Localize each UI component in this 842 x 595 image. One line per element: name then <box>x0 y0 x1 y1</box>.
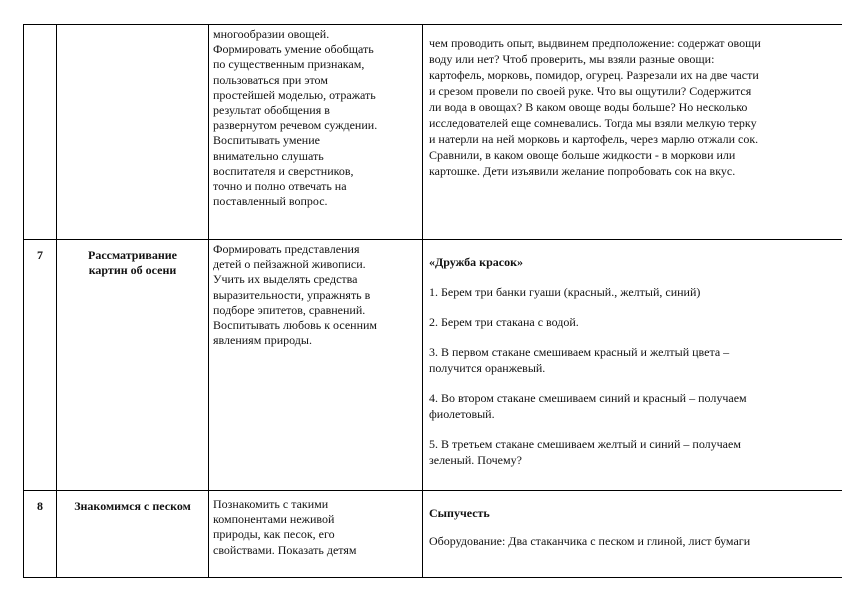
experiment-step <box>429 436 839 468</box>
goal-line: природы, как песок, его <box>213 527 335 542</box>
goal-line: Учить их выделять средства <box>213 272 358 287</box>
table-row <box>24 25 842 240</box>
topic-cell <box>57 25 209 240</box>
step-line: зеленый. Почему? <box>429 453 522 467</box>
experiment-line: ли вода в овощах? В каком овоще воды больше? Но несколько <box>429 100 748 114</box>
goal-line: Воспитывать любовь к осенним <box>213 318 378 333</box>
experiment-line: Сравнили, в каком овоще больше жидкости - в моркови или <box>429 148 736 162</box>
row-number-cell <box>24 25 57 240</box>
goals-cell <box>209 25 423 240</box>
experiment-title: Сыпучесть <box>429 506 490 520</box>
step-line: получится оранжевый. <box>429 361 546 375</box>
goal-line: воспитателя и сверстников, <box>213 163 354 178</box>
goal-line: выразительности, упражнять в <box>213 287 371 302</box>
goal-line: точно и полно отвечать на <box>213 179 347 194</box>
table-row <box>24 491 842 578</box>
goal-line: Формировать представления <box>213 242 360 256</box>
experiment-cell <box>423 25 842 240</box>
step-line: 5. В третьем стакане смешиваем желтый и синий – получаем <box>429 437 741 451</box>
goals-cell <box>209 491 423 578</box>
table-row <box>24 240 842 491</box>
experiment-line: и натерли на ней морковь и картофель, через марлю отжали сок. <box>429 132 759 146</box>
topic-cell: Знакомимся с песком <box>57 491 209 578</box>
experiment-step <box>429 284 839 300</box>
goals-cell <box>209 240 423 491</box>
goal-line: результат обобщения в <box>213 103 330 118</box>
experiment-line: Оборудование: Два стаканчика с песком и глиной, лист бумаги <box>429 534 751 548</box>
experiment-line: картофель, морковь, помидор, огурец. Разрезали их на две части <box>429 68 759 82</box>
row-number-cell: 8 <box>24 491 57 578</box>
experiment-cell <box>423 491 842 578</box>
goal-line: компонентами неживой <box>213 512 335 527</box>
goal-line: детей о пейзажной живописи. <box>213 257 366 272</box>
step-line: 3. В первом стакане смешиваем красный и желтый цвета – <box>429 345 730 359</box>
goal-line: явлениям природы. <box>213 333 312 348</box>
topic-line: Рассматривание <box>87 248 178 262</box>
experiment-step <box>429 344 839 376</box>
goal-line: по существенным признакам, <box>213 57 365 72</box>
goal-line: Воспитывать умение <box>213 133 320 148</box>
experiment-line: картошке. Дети изъявили желание попробовать сок на вкус. <box>429 164 736 178</box>
experiment-title: «Дружба красок» <box>429 255 523 269</box>
goal-line: поставленный вопрос. <box>213 194 328 209</box>
step-line: 1. Берем три банки гуаши (красный., желтый, синий) <box>429 285 701 299</box>
goal-line: внимательно слушать <box>213 148 324 163</box>
goal-line: развернутом речевом суждении. <box>213 118 378 133</box>
goal-line: многообразии овощей. <box>213 27 330 41</box>
step-line: фиолетовый. <box>429 407 495 421</box>
topic-cell <box>57 240 209 491</box>
goal-line: простейшей моделью, отражать <box>213 87 376 102</box>
experiment-cell <box>423 240 842 491</box>
step-line: 4. Во втором стакане смешиваем синий и красный – получаем <box>429 391 747 405</box>
experiment-step <box>429 314 839 330</box>
topic-line: картин об осени <box>88 263 177 277</box>
step-line: 2. Берем три стакана с водой. <box>429 315 579 329</box>
experiment-line: исследователей еще сомневались. Тогда мы взяли мелкую терку <box>429 116 757 130</box>
experiment-step <box>429 390 839 422</box>
experiment-line: и срезом провели по своей руке. Что вы ощутили? Содержится <box>429 84 752 98</box>
row-number-cell: 7 <box>24 240 57 491</box>
goal-line: пользоваться при этом <box>213 72 328 87</box>
goal-line: подборе эпитетов, сравнений. <box>213 302 366 317</box>
experiment-line: чем проводить опыт, выдвинем предположение: содержат овощи <box>429 36 761 50</box>
experiment-line: воду или нет? Чтоб проверить, мы взяли разные овощи: <box>429 52 715 66</box>
lesson-plan-table <box>23 24 842 578</box>
goal-line: свойствами. Показать детям <box>213 542 357 557</box>
goal-line: Формировать умение обобщать <box>213 42 374 57</box>
goal-line: Познакомить с такими <box>213 497 329 511</box>
